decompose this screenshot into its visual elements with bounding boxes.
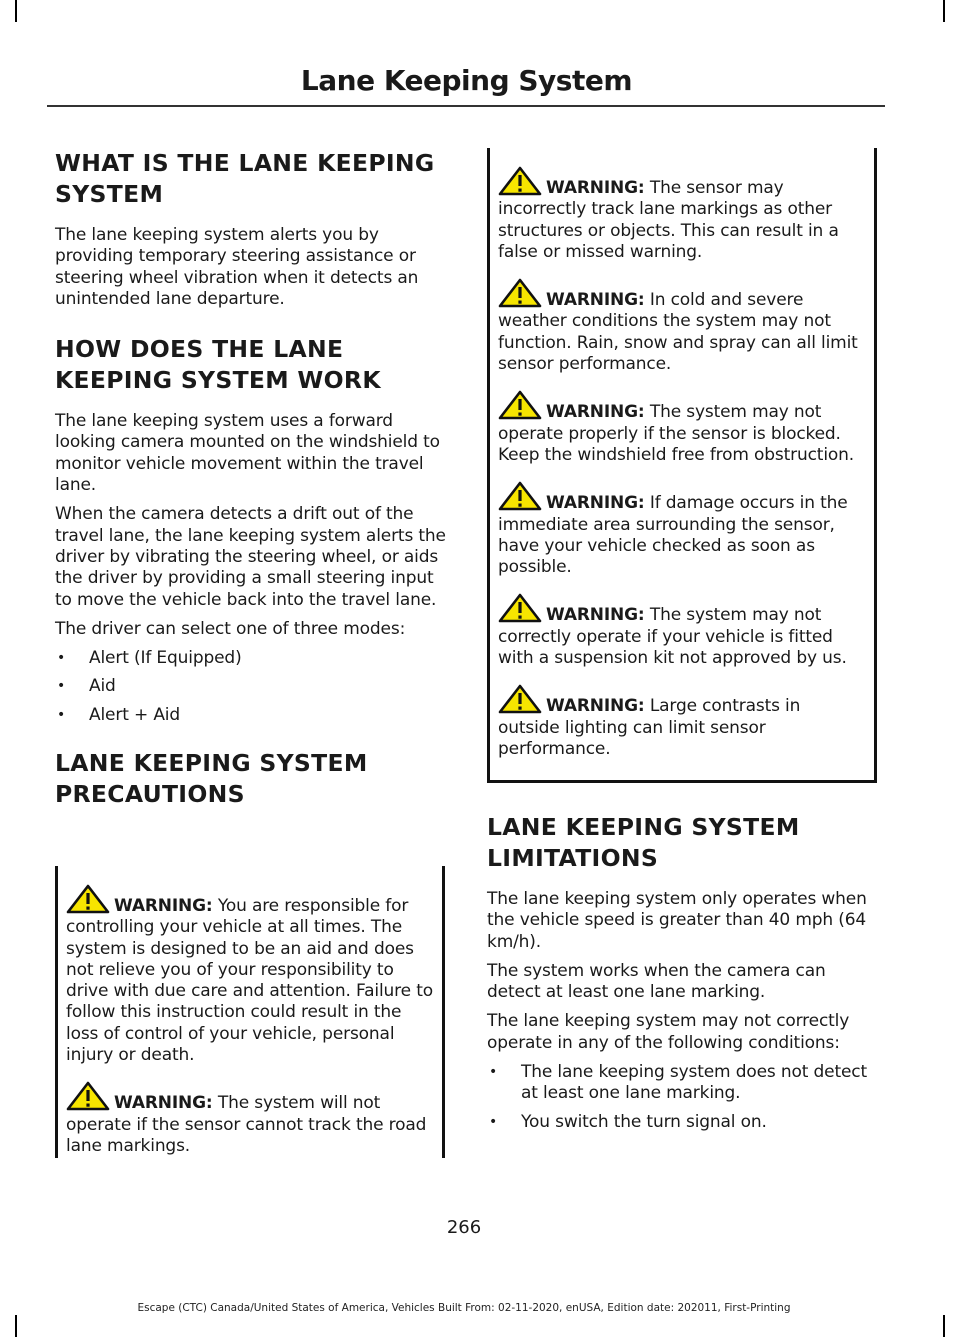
modes-list [55,648,447,726]
warning-item [498,390,866,466]
section-paragraph: The driver can select one of three modes: [55,618,406,639]
section-title-how-does: HOW DOES THE LANE KEEPING SYSTEM WORK [55,335,381,395]
warning-item [498,278,866,375]
warning-text: The system may not operate properly if the sensor is blocked. Keep the windshield free from obstruction. [498,402,855,465]
warning-triangle-icon [498,278,542,308]
page-title: Lane Keeping System [300,64,632,97]
crop-mark-top-left [15,0,17,22]
list-item: • The lane keeping system does not detect at least one lane marking. [487,1062,882,1105]
list-item: • You switch the turn signal on. [487,1112,882,1133]
warning-text: The sensor may incorrectly track lane markings as other structures or objects. This can result in a false or missed warning. [498,178,839,262]
warning-label: WARNING: [546,493,645,514]
warning-text: In cold and severe weather conditions the system may not function. Rain, snow and spray can all limit sensor performance. [498,290,858,375]
section-paragraph: The lane keeping system alerts you by providing temporary steering assistance or steering wheel vibration when it detects an unintended lane departure. [55,225,419,309]
warning-item [498,684,866,760]
section-title-limitations: LANE KEEPING SYSTEM LIMITATIONS [487,813,800,872]
warning-triangle-icon [66,1081,110,1111]
warning-label: WARNING: [546,696,645,717]
warning-triangle-icon [498,684,542,714]
page-number: 266 [446,1217,482,1238]
warning-text: The system will not operate if the sensor cannot track the road lane markings. [66,1093,427,1156]
crop-mark-bottom-right [943,1315,945,1337]
section-paragraph: When the camera detects a drift out of the travel lane, the lane keeping system alerts the driver by vibrating the steering wheel, or aids the driver by providing a small steering input to move the vehicle back into the travel lane. [55,504,446,610]
section-paragraph: The lane keeping system uses a forward looking camera mounted on the windshield to monitor vehicle movement within the travel lane. [55,411,440,496]
section-paragraph: The lane keeping system only operates when the vehicle speed is greater than 40 mph (64 km/h). [487,889,867,952]
warning-box-right [487,148,877,783]
list-item: • Alert (If Equipped) [55,648,447,669]
warning-triangle-icon [498,481,542,511]
warning-triangle-icon [498,593,542,623]
warning-text: Large contrasts in outside lighting can limit sensor performance. [498,696,801,759]
footer-text: Escape (CTC) Canada/United States of America, Vehicles Built From: 02-11-2020, enUSA, Edition date: 202011, First-Printing [137,1302,791,1314]
section-paragraph: The system works when the camera can detect at least one lane marking. [487,960,826,1003]
section-paragraph: The lane keeping system may not correctly operate in any of the following conditions: [487,1011,850,1053]
header-rule [47,105,885,107]
list-item: • Aid [55,676,447,697]
left-column [55,148,447,825]
warning-item [66,884,434,1066]
warning-triangle-icon [498,166,542,196]
warning-item [498,593,866,669]
warning-label: WARNING: [114,896,213,916]
warning-text: If damage occurs in the immediate area surrounding the sensor, have your vehicle checked as soon as possible. [498,493,848,578]
warning-item [498,481,866,578]
limitations-section [487,812,882,1155]
warning-box-left [55,866,445,1158]
section-title-what-is: WHAT IS THE LANE KEEPING SYSTEM [55,149,435,208]
crop-mark-bottom-left [15,1315,17,1337]
conditions-list [487,1062,882,1133]
warning-text: You are responsible for controlling your vehicle at all times. The system is designed to be an aid and does not relieve you of your responsibility to drive with due care and attention. Failure to follow this instruction could result in the loss of control of your vehicle, personal injury or death. [66,896,433,1066]
warning-label: WARNING: [114,1093,213,1114]
list-item: • Alert + Aid [55,705,447,726]
warning-label: WARNING: [546,402,645,423]
warning-triangle-icon [498,390,542,420]
crop-mark-top-right [943,0,945,22]
warning-label: WARNING: [546,290,645,311]
warning-triangle-icon [66,884,110,914]
warning-label: WARNING: [546,605,645,626]
section-title-precautions: LANE KEEPING SYSTEM PRECAUTIONS [55,749,368,809]
warning-text: The system may not correctly operate if your vehicle is fitted with a suspension kit not approved by us. [498,605,847,669]
warning-item [498,166,866,263]
warning-item [66,1081,434,1157]
warning-label: WARNING: [546,178,645,198]
